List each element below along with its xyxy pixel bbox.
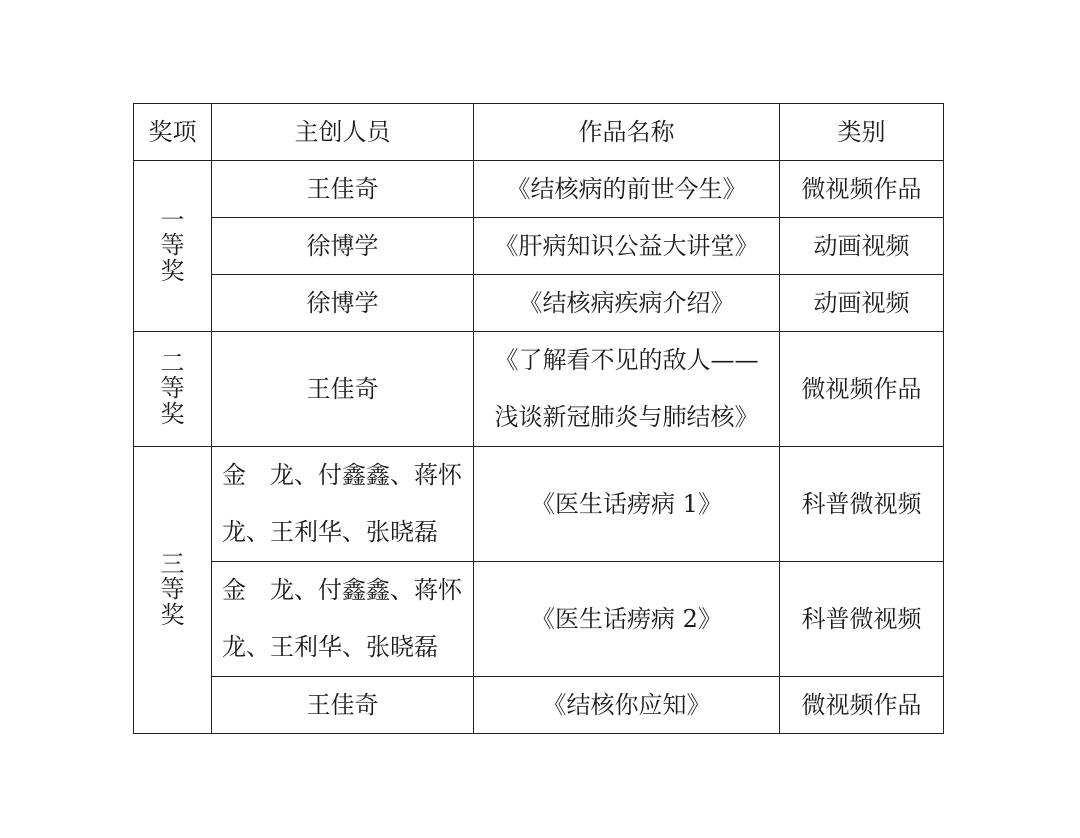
header-work: 作品名称 — [474, 104, 780, 161]
table-row — [134, 677, 944, 734]
award-label: 二等奖 — [160, 349, 185, 428]
people-cell: 金 龙、付鑫鑫、蒋怀 龙、王利华、张晓磊 — [212, 562, 474, 677]
category-cell: 动画视频 — [780, 218, 944, 275]
category-cell: 微视频作品 — [780, 161, 944, 218]
category-cell: 微视频作品 — [780, 332, 944, 447]
award-third — [134, 447, 212, 734]
table-row — [134, 218, 944, 275]
work-cell: 《结核你应知》 — [474, 677, 780, 734]
work-cell: 《结核病的前世今生》 — [474, 161, 780, 218]
category-cell: 科普微视频 — [780, 562, 944, 677]
table-row — [134, 161, 944, 218]
people-cell: 徐博学 — [212, 218, 474, 275]
people-cell: 王佳奇 — [212, 161, 474, 218]
work-cell: 《医生话痨病 1》 — [474, 447, 780, 562]
people-cell: 王佳奇 — [212, 332, 474, 447]
award-second — [134, 332, 212, 447]
header-row — [134, 104, 944, 161]
work-cell: 《肝病知识公益大讲堂》 — [474, 218, 780, 275]
table-row — [134, 275, 944, 332]
people-cell: 王佳奇 — [212, 677, 474, 734]
table-row — [134, 332, 944, 447]
table-row — [134, 562, 944, 677]
header-award: 奖项 — [134, 104, 212, 161]
header-people: 主创人员 — [212, 104, 474, 161]
work-cell: 《医生话痨病 2》 — [474, 562, 780, 677]
work-cell: 《了解看不见的敌人—— 浅谈新冠肺炎与肺结核》 — [474, 332, 780, 447]
category-cell: 微视频作品 — [780, 677, 944, 734]
award-label: 一等奖 — [160, 206, 185, 285]
header-category: 类别 — [780, 104, 944, 161]
category-cell: 动画视频 — [780, 275, 944, 332]
people-cell: 金 龙、付鑫鑫、蒋怀 龙、王利华、张晓磊 — [212, 447, 474, 562]
award-first — [134, 161, 212, 332]
people-cell: 徐博学 — [212, 275, 474, 332]
award-label: 三等奖 — [160, 550, 185, 629]
awards-table — [133, 103, 944, 734]
category-cell: 科普微视频 — [780, 447, 944, 562]
table-row — [134, 447, 944, 562]
work-cell: 《结核病疾病介绍》 — [474, 275, 780, 332]
